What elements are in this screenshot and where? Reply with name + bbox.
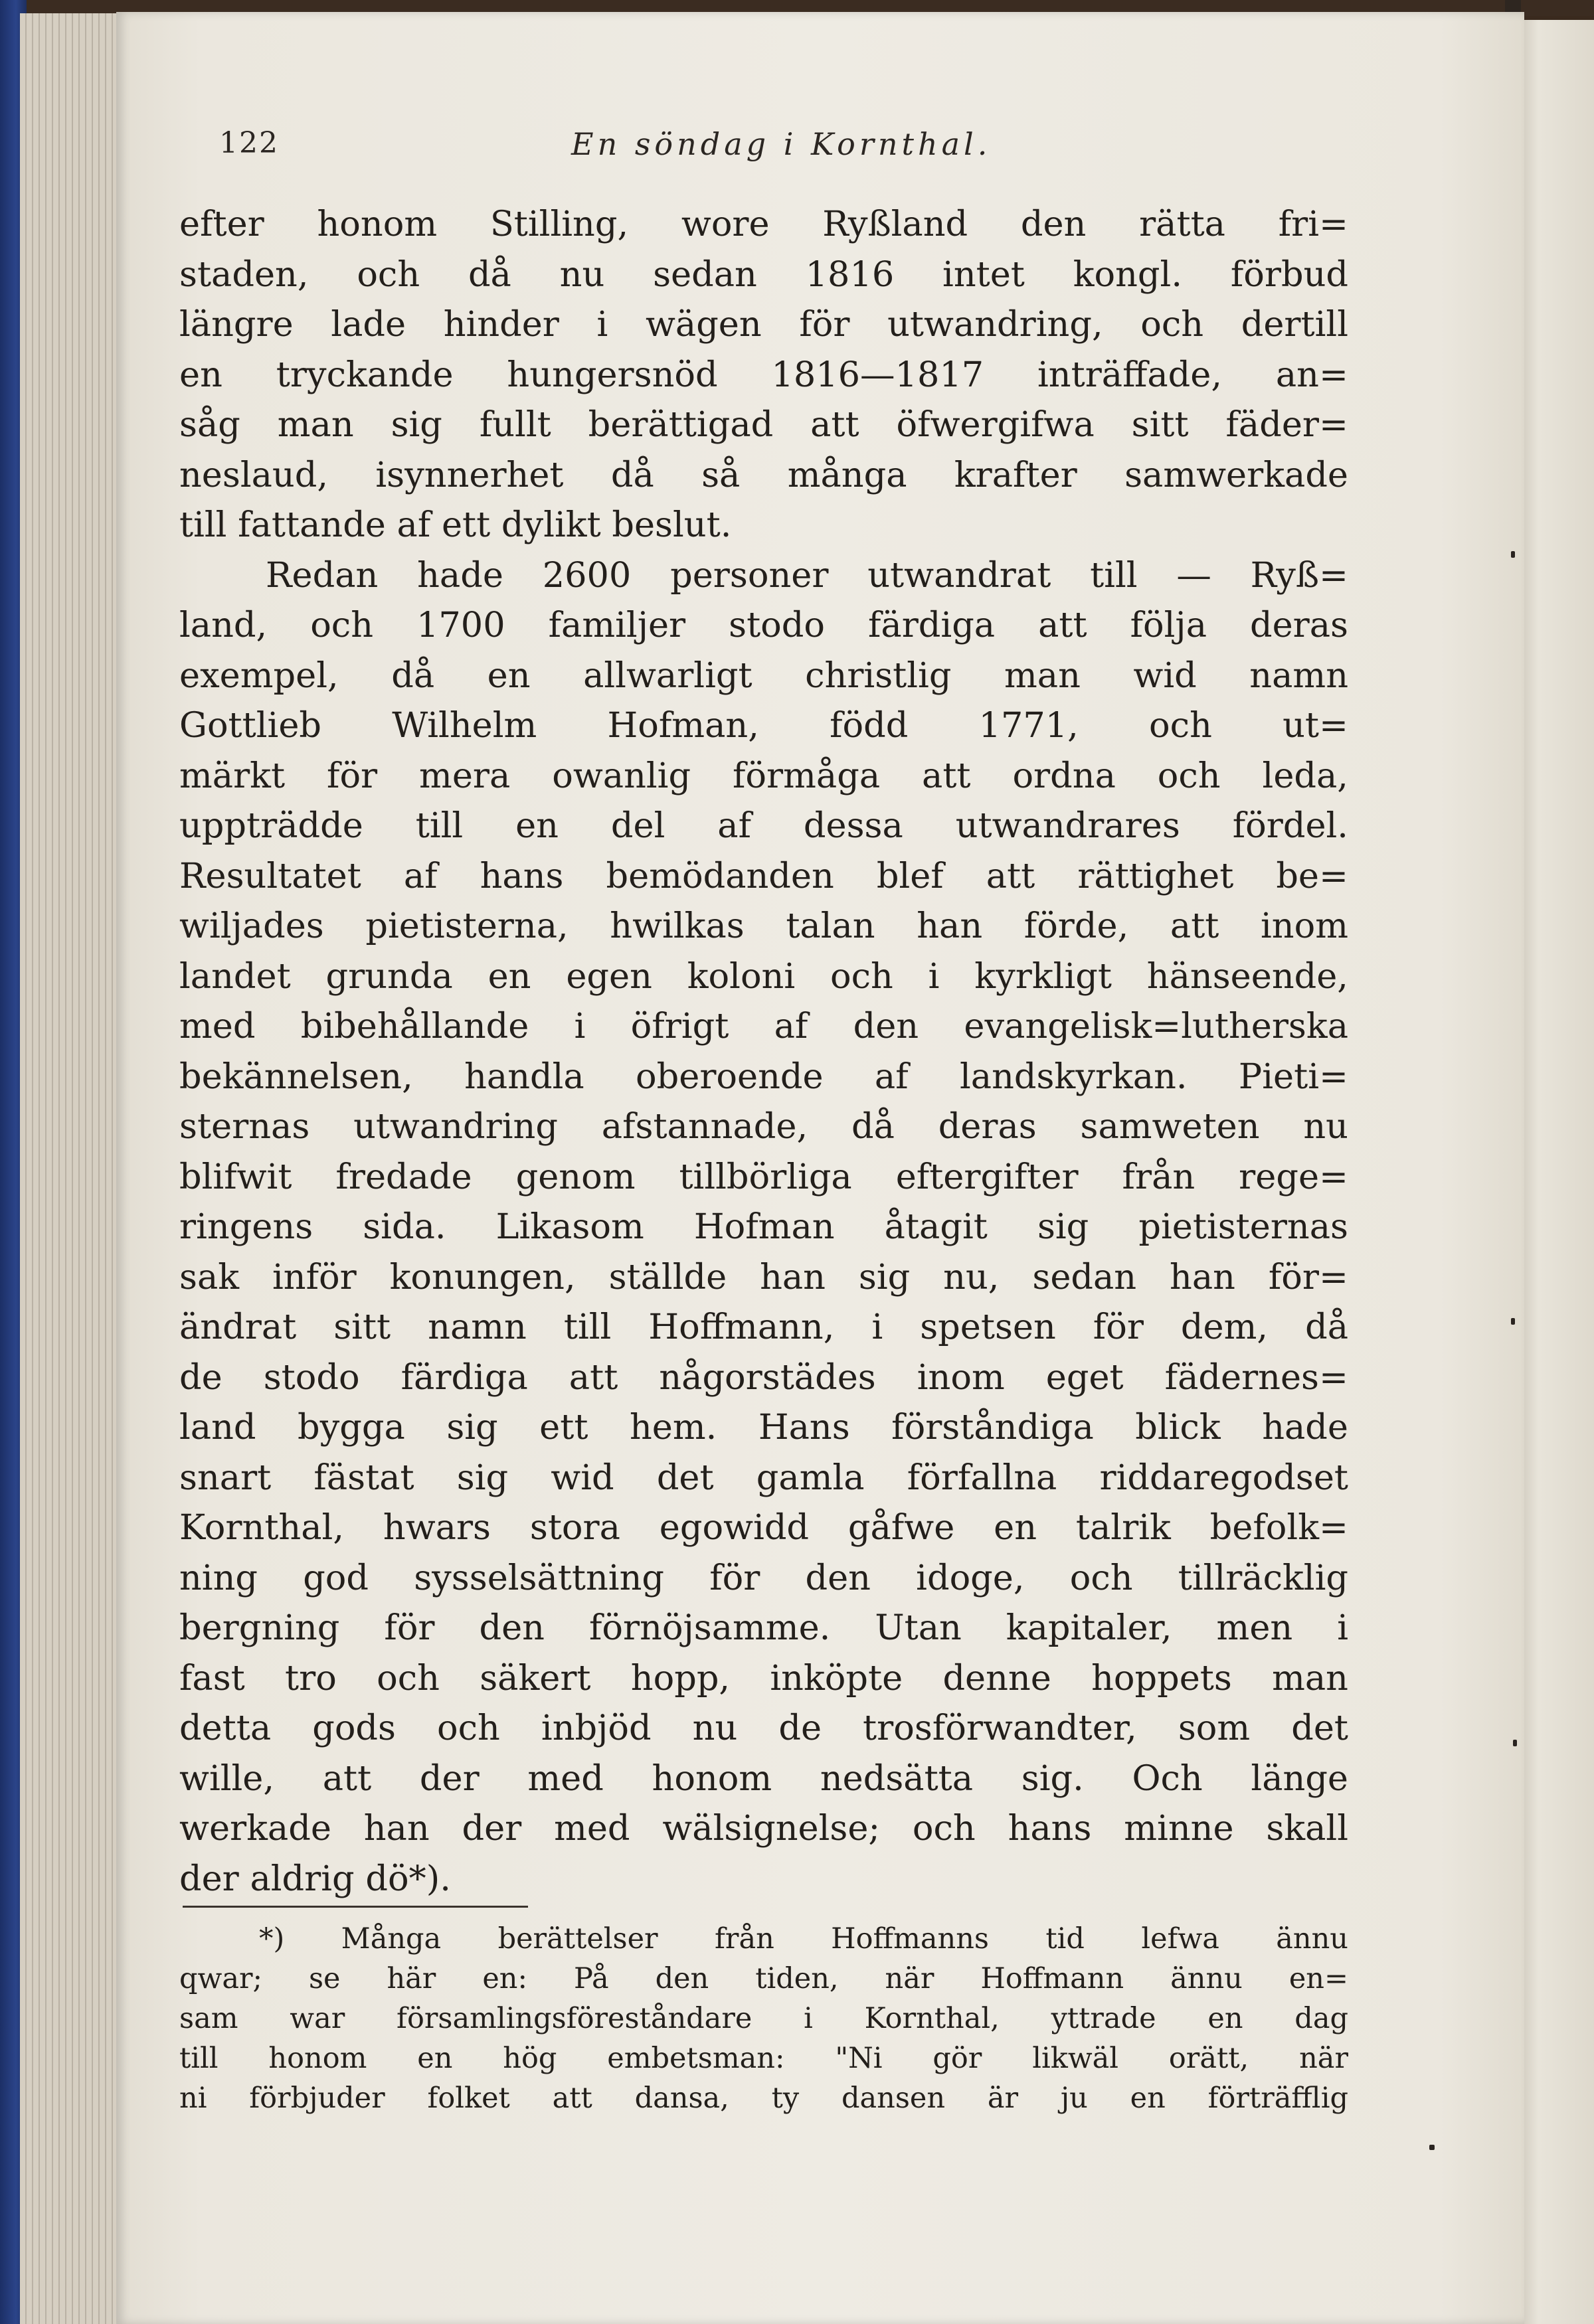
text-line: staden, och då nu sedan 1816 intet kongl. förbud bbox=[179, 254, 1348, 295]
text-line: Redan hade 2600 personer utwandrat till — Ryß= bbox=[266, 554, 1348, 596]
text-line: snart fästat sig wid det gamla förfallna riddaregodset bbox=[179, 1457, 1348, 1498]
text-line: till fattande af ett dylikt beslut. bbox=[179, 505, 732, 545]
text-line: detta gods och inbjöd nu de trosförwandter, som det bbox=[179, 1708, 1348, 1748]
text-line: der aldrig dö*). bbox=[179, 1858, 451, 1899]
text-line: märkt för mera owanlig förmåga att ordna och leda, bbox=[179, 755, 1348, 796]
paper-speck bbox=[1511, 1318, 1515, 1325]
text-line: efter honom Stilling, wore Ryßland den rätta fri= bbox=[179, 204, 1348, 244]
running-title: En söndag i Kornthal. bbox=[571, 126, 992, 162]
text-line: de stodo färdiga att någorstädes inom eget fädernes= bbox=[179, 1357, 1348, 1398]
text-line: neslaud, isynnerhet då så många krafter samwerkade bbox=[179, 454, 1348, 495]
text-line: bekännelsen, handla oberoende af landskyrkan. Pieti= bbox=[179, 1056, 1348, 1097]
text-line: land bygga sig ett hem. Hans förståndiga blick hade bbox=[179, 1407, 1348, 1448]
text-line: sternas utwandring afstannade, då deras samweten nu bbox=[179, 1106, 1348, 1147]
text-line: wiljades pietisterna, hwilkas talan han förde, att inom bbox=[179, 906, 1348, 946]
text-line: såg man sig fullt berättigad att öfwergifwa sitt fäder= bbox=[179, 404, 1348, 445]
text-line: ändrat sitt namn till Hoffmann, i spetsen för dem, då bbox=[179, 1307, 1348, 1347]
main-text-block bbox=[179, 199, 1348, 1904]
text-line: blifwit fredade genom tillbörliga eftergifter från rege= bbox=[179, 1156, 1348, 1197]
text-line: wille, att der med honom nedsätta sig. Och länge bbox=[179, 1758, 1348, 1799]
text-line: bergning för den förnöjsamme. Utan kapitaler, men i bbox=[179, 1608, 1348, 1648]
text-line: uppträdde till en del af dessa utwandrares fördel. bbox=[179, 805, 1348, 846]
stacked-page-edges bbox=[20, 13, 126, 2324]
text-line: sak inför konungen, ställde han sig nu, sedan han för= bbox=[179, 1256, 1348, 1297]
text-line: exempel, då en allwarligt christlig man wid namn bbox=[179, 655, 1348, 696]
text-line: längre lade hinder i wägen för utwandring, och dertill bbox=[179, 304, 1348, 345]
text-line: land, och 1700 familjer stodo färdiga att följa deras bbox=[179, 605, 1348, 645]
text-line: fast tro och säkert hopp, inköpte denne hoppets man bbox=[179, 1657, 1348, 1699]
text-line: ringens sida. Likasom Hofman åtagit sig pietisternas bbox=[179, 1206, 1348, 1247]
footnote-divider bbox=[183, 1906, 528, 1908]
footnote-line: sam war församlingsföreståndare i Kornthal, yttrade en dag bbox=[179, 2002, 1348, 2035]
text-line: Gottlieb Wilhelm Hofman, född 1771, och ut= bbox=[179, 705, 1348, 746]
text-line: ning god sysselsättning för den idoge, och tillräcklig bbox=[179, 1557, 1348, 1598]
footnote-line: qwar; se här en: På den tiden, när Hoffmann ännu en= bbox=[179, 1962, 1348, 1995]
page-header bbox=[219, 126, 1348, 179]
text-line: Resultatet af hans bemödanden blef att rättighet be= bbox=[179, 855, 1348, 896]
paper-speck bbox=[1429, 2145, 1435, 2150]
next-page-edge bbox=[1514, 20, 1594, 2324]
footnote-line: *) Många berättelser från Hoffmanns tid lefwa ännu bbox=[259, 1922, 1348, 1955]
footnote-line: ni förbjuder folket att dansa, ty dansen är ju en förträfflig bbox=[179, 2082, 1348, 2115]
paper-speck bbox=[1513, 1740, 1517, 1746]
text-line: med bibehållande i öfrigt af den evangelisk=lutherska bbox=[179, 1006, 1348, 1046]
text-line: en tryckande hungersnöd 1816—1817 inträffade, an= bbox=[179, 354, 1348, 395]
page-number: 122 bbox=[219, 126, 279, 160]
text-line: Kornthal, hwars stora egowidd gåfwe en talrik befolk= bbox=[179, 1507, 1348, 1548]
footnote-line: till honom en hög embetsman: "Ni gör likwäl orätt, när bbox=[179, 2042, 1348, 2075]
footnote-block bbox=[179, 1919, 1348, 2118]
text-line: werkade han der med wälsignelse; och hans minne skall bbox=[179, 1808, 1348, 1849]
text-line: landet grunda en egen koloni och i kyrkligt hänseende, bbox=[179, 955, 1348, 997]
paper-speck bbox=[1511, 551, 1515, 558]
